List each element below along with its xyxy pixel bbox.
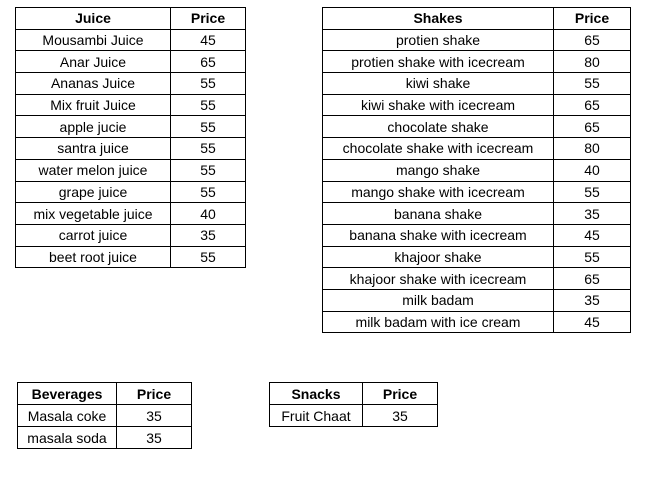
item-name-cell: grape juice: [16, 181, 171, 203]
item-name-cell: beet root juice: [16, 246, 171, 268]
table-row: [323, 289, 631, 311]
table-row: [323, 116, 631, 138]
item-name-cell: kiwi shake with icecream: [323, 94, 554, 116]
item-name-cell: mix vegetable juice: [16, 203, 171, 225]
item-name-cell: milk badam with ice cream: [323, 311, 554, 333]
table-row: [18, 405, 192, 427]
table-row: [323, 94, 631, 116]
item-name-cell: carrot juice: [16, 224, 171, 246]
table-row: [323, 138, 631, 160]
table-row: [18, 427, 192, 449]
item-price-cell: 45: [554, 311, 631, 333]
item-price-cell: 80: [554, 138, 631, 160]
item-price-cell: 65: [171, 51, 246, 73]
table-row: [323, 203, 631, 225]
item-name-cell: protien shake: [323, 29, 554, 51]
item-name-cell: chocolate shake with icecream: [323, 138, 554, 160]
item-price-cell: 55: [171, 246, 246, 268]
item-price-cell: 45: [171, 29, 246, 51]
snacks-table: [269, 382, 438, 427]
item-name-cell: khajoor shake: [323, 246, 554, 268]
table-row: [16, 51, 246, 73]
item-price-cell: 55: [171, 94, 246, 116]
snacks-name-header: Snacks: [270, 383, 363, 405]
item-name-cell: santra juice: [16, 138, 171, 160]
item-price-cell: 35: [363, 405, 438, 427]
item-price-cell: 80: [554, 51, 631, 73]
table-row: [16, 246, 246, 268]
item-name-cell: Fruit Chaat: [270, 405, 363, 427]
table-row: [323, 246, 631, 268]
item-name-cell: kiwi shake: [323, 73, 554, 95]
item-name-cell: khajoor shake with icecream: [323, 268, 554, 290]
item-price-cell: 55: [554, 246, 631, 268]
table-row: [16, 29, 246, 51]
item-price-cell: 55: [171, 116, 246, 138]
table-row: [323, 159, 631, 181]
item-price-cell: 40: [171, 203, 246, 225]
juice-table: [15, 7, 246, 268]
item-price-cell: 45: [554, 224, 631, 246]
item-price-cell: 55: [171, 181, 246, 203]
item-price-cell: 55: [554, 181, 631, 203]
snacks-header-row: [270, 383, 438, 405]
snacks-price-header: Price: [363, 383, 438, 405]
item-name-cell: Anar Juice: [16, 51, 171, 73]
table-row: [270, 405, 438, 427]
item-name-cell: Masala coke: [18, 405, 117, 427]
shakes-price-header: Price: [554, 8, 631, 30]
shakes-table: [322, 7, 631, 333]
item-price-cell: 55: [171, 159, 246, 181]
item-name-cell: chocolate shake: [323, 116, 554, 138]
table-row: [16, 73, 246, 95]
table-row: [323, 181, 631, 203]
juice-header-row: [16, 8, 246, 30]
table-row: [16, 94, 246, 116]
item-price-cell: 65: [554, 268, 631, 290]
table-row: [16, 138, 246, 160]
item-price-cell: 65: [554, 116, 631, 138]
table-row: [16, 224, 246, 246]
table-row: [323, 73, 631, 95]
item-name-cell: protien shake with icecream: [323, 51, 554, 73]
beverages-table: [17, 382, 192, 449]
table-row: [16, 159, 246, 181]
item-price-cell: 65: [554, 94, 631, 116]
item-name-cell: water melon juice: [16, 159, 171, 181]
item-name-cell: Ananas Juice: [16, 73, 171, 95]
juice-price-header: Price: [171, 8, 246, 30]
item-price-cell: 35: [554, 203, 631, 225]
item-price-cell: 55: [171, 73, 246, 95]
item-name-cell: Mix fruit Juice: [16, 94, 171, 116]
shakes-name-header: Shakes: [323, 8, 554, 30]
table-row: [16, 116, 246, 138]
item-price-cell: 55: [554, 73, 631, 95]
table-row: [323, 268, 631, 290]
item-price-cell: 65: [554, 29, 631, 51]
item-name-cell: mango shake: [323, 159, 554, 181]
item-name-cell: masala soda: [18, 427, 117, 449]
item-name-cell: milk badam: [323, 289, 554, 311]
table-row: [16, 181, 246, 203]
item-price-cell: 35: [554, 289, 631, 311]
item-name-cell: banana shake with icecream: [323, 224, 554, 246]
table-row: [323, 51, 631, 73]
table-row: [16, 203, 246, 225]
item-name-cell: banana shake: [323, 203, 554, 225]
item-price-cell: 55: [171, 138, 246, 160]
item-price-cell: 40: [554, 159, 631, 181]
beverages-name-header: Beverages: [18, 383, 117, 405]
item-price-cell: 35: [117, 405, 192, 427]
beverages-price-header: Price: [117, 383, 192, 405]
item-name-cell: Mousambi Juice: [16, 29, 171, 51]
shakes-header-row: [323, 8, 631, 30]
table-row: [323, 224, 631, 246]
item-name-cell: mango shake with icecream: [323, 181, 554, 203]
juice-name-header: Juice: [16, 8, 171, 30]
beverages-header-row: [18, 383, 192, 405]
item-name-cell: apple jucie: [16, 116, 171, 138]
table-row: [323, 311, 631, 333]
table-row: [323, 29, 631, 51]
item-price-cell: 35: [117, 427, 192, 449]
item-price-cell: 35: [171, 224, 246, 246]
